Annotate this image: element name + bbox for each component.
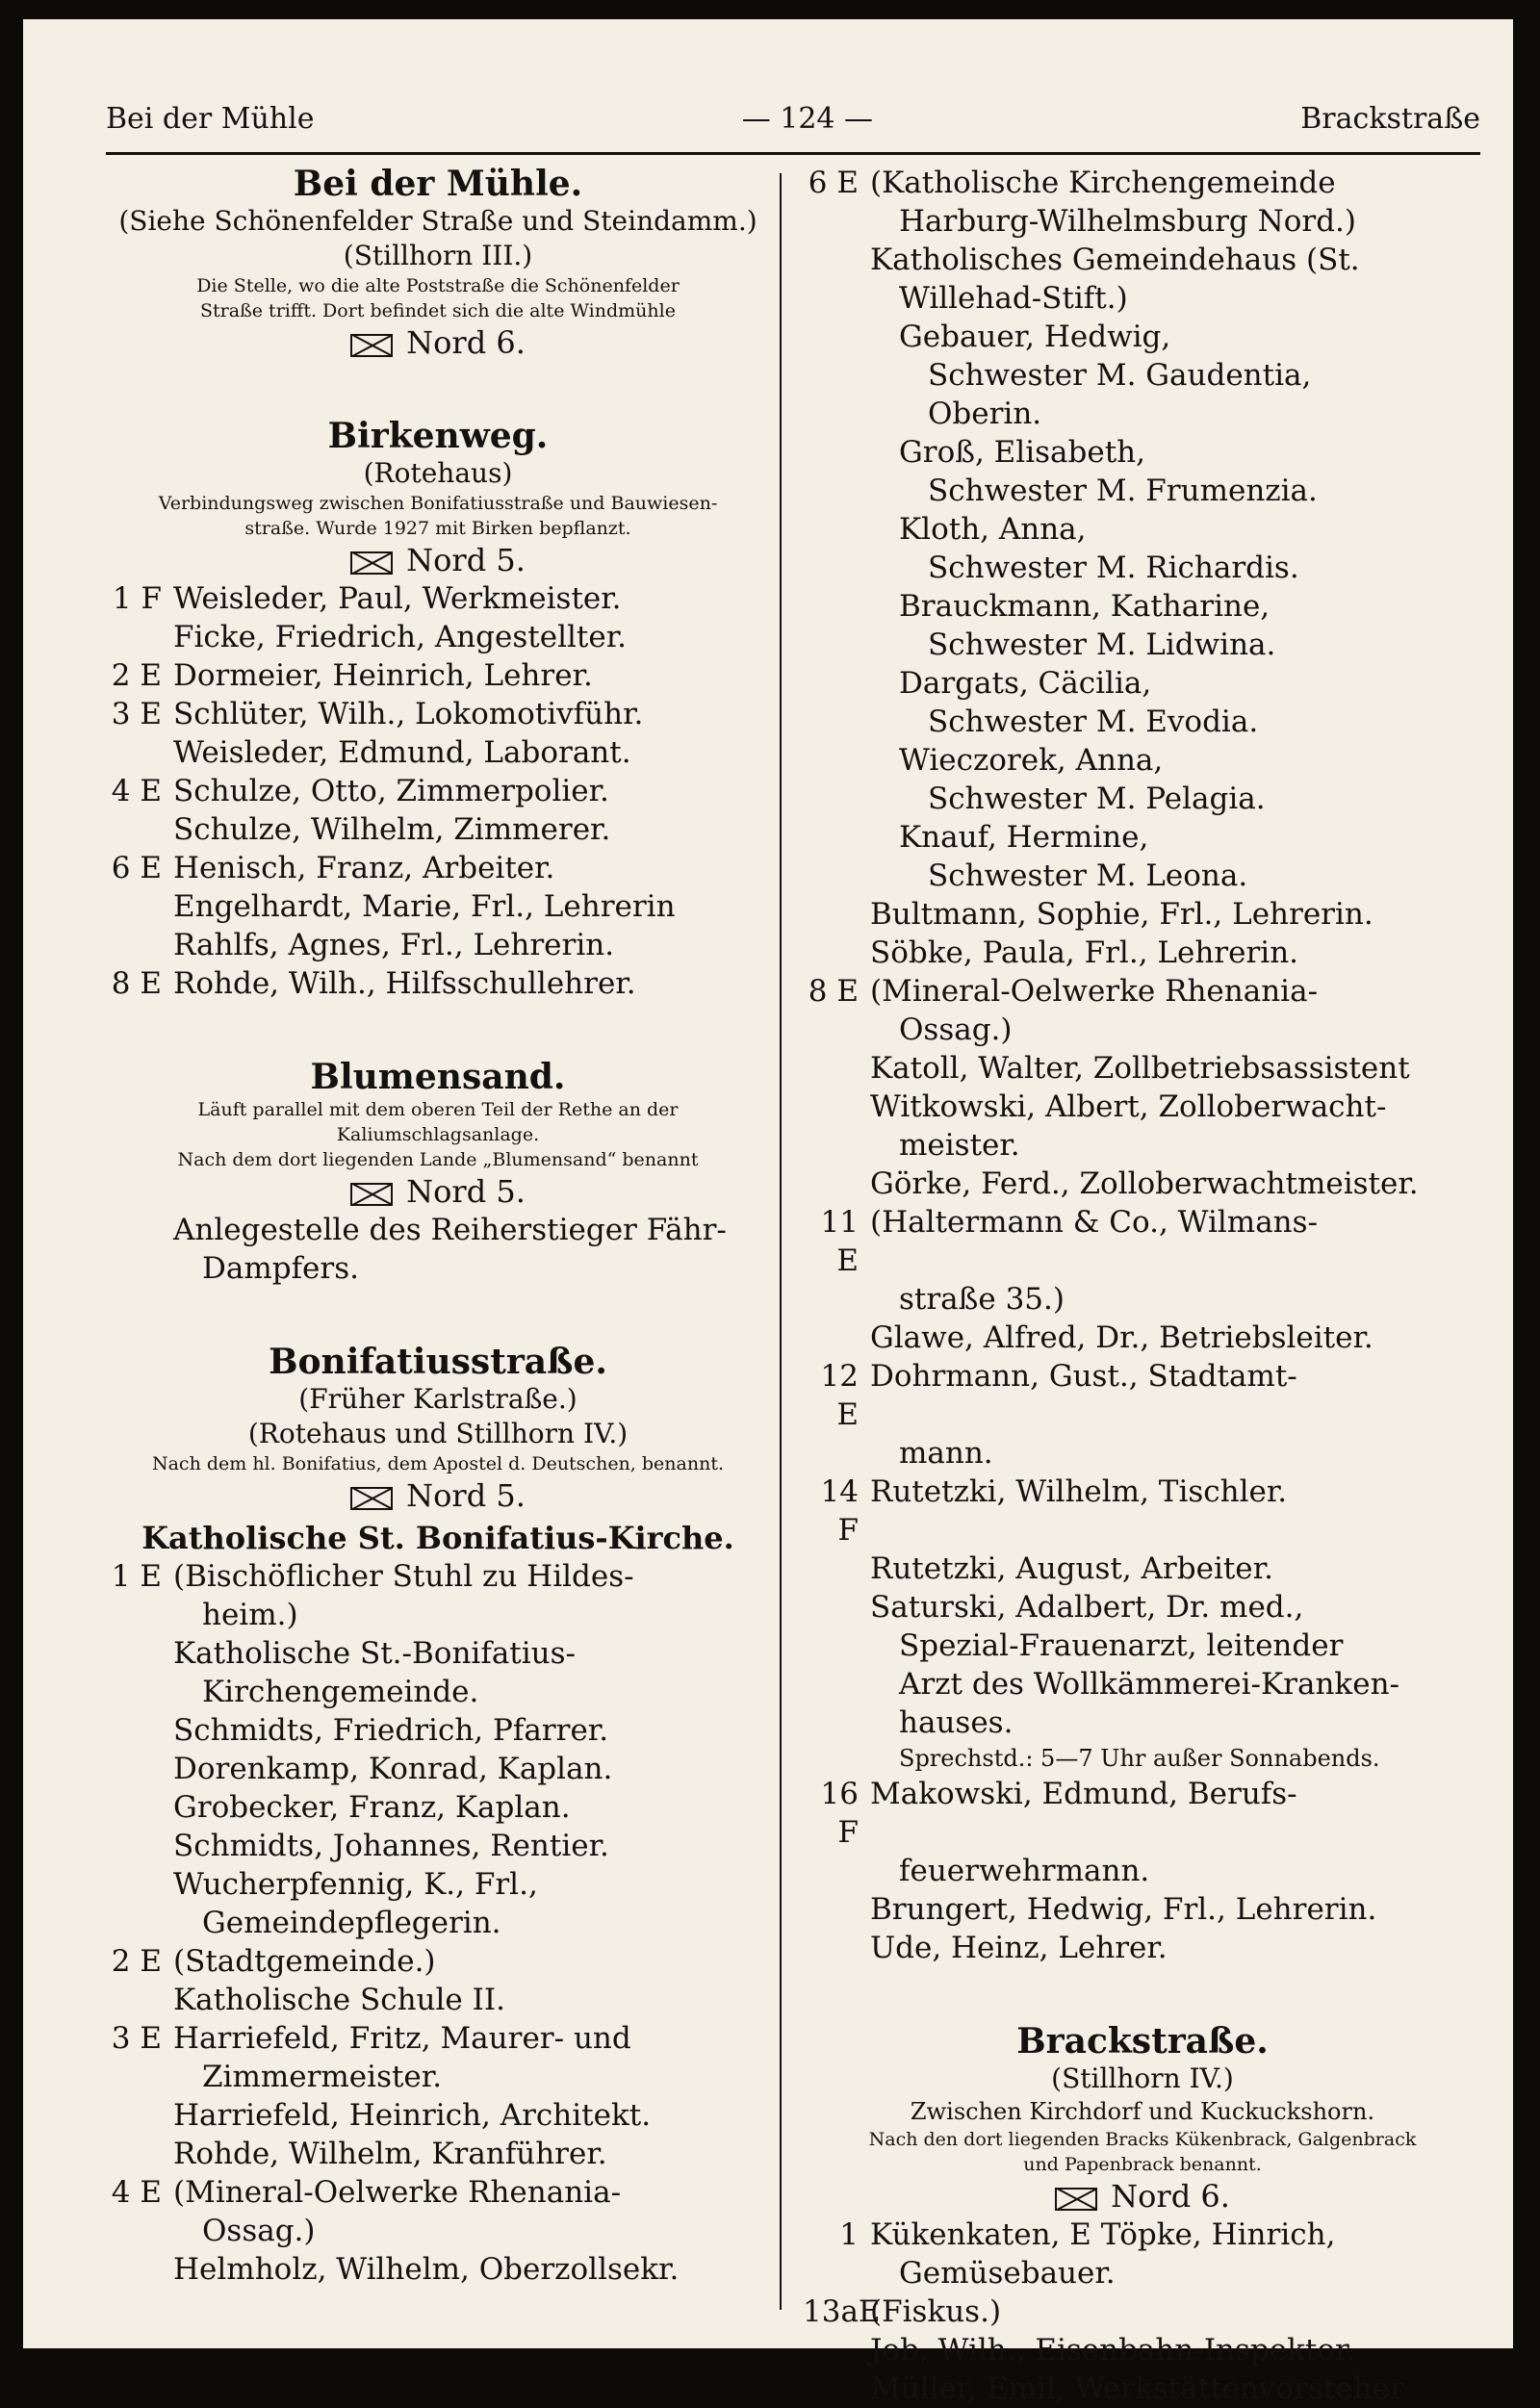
entry-text: Willehad-Stift.) [899, 281, 1128, 316]
list-item [803, 2254, 1482, 2293]
list-item [803, 780, 1482, 818]
section-note: und Papenbrack benannt. [1023, 2154, 1262, 2175]
house-number [106, 733, 173, 772]
section-subtitle: (Früher Karlstraße.) [298, 1383, 578, 1415]
house-number [803, 1852, 870, 1890]
entry-text: Zimmermeister. [202, 2060, 443, 2094]
house-number [803, 2370, 870, 2408]
house-number [803, 510, 870, 549]
list-item [106, 1673, 770, 1711]
house-number [803, 1126, 870, 1165]
list-item [803, 2370, 1482, 2408]
section-district: (Stillhorn IV.) [1051, 2062, 1234, 2094]
list-item [803, 279, 1482, 318]
list-item [106, 1788, 770, 1827]
list-item [106, 887, 770, 926]
list-item [803, 934, 1482, 972]
house-number [803, 1929, 870, 1967]
list-item [803, 1742, 1482, 1775]
house-number: 11 E [820, 1205, 859, 1278]
entry-text: Wieczorek, Anna, [899, 743, 1164, 778]
list-item [106, 1557, 770, 1596]
house-number: 1 [839, 2217, 859, 2252]
list-item [106, 1750, 770, 1788]
list-item [803, 1088, 1482, 1126]
entry-text: (Bischöflicher Stuhl zu Hildes- [173, 1559, 634, 1594]
list-item [803, 1852, 1482, 1890]
list-item [106, 2135, 770, 2173]
section-brackstrasse [803, 2021, 1482, 2408]
entry-text: Schwester M. Frumenzia. [928, 474, 1318, 508]
house-number [106, 926, 173, 964]
house-number [803, 1588, 870, 1627]
house-number: 4 E [111, 2175, 162, 2210]
list-item [803, 2293, 1482, 2331]
running-head-right: Brackstraße [1300, 101, 1480, 136]
entry-text: meister. [899, 1128, 1020, 1163]
house-number [803, 1049, 870, 1088]
postal-district: Nord 5. [106, 1172, 770, 1211]
list-item [803, 1627, 1482, 1665]
list-item [803, 626, 1482, 664]
list-item [803, 2331, 1482, 2370]
section-title: Blumensand. [310, 1057, 566, 1097]
house-number [106, 1865, 173, 1904]
section-district: (Rotehaus) [363, 457, 513, 489]
entry-text: Schmidts, Friedrich, Pfarrer. [173, 1713, 609, 1748]
house-number [803, 202, 870, 241]
section-title: Bei der Mühle. [293, 164, 583, 204]
list-item [803, 1588, 1482, 1627]
entry-text: feuerwehrmann. [899, 1854, 1150, 1888]
section-bei-der-muehle [106, 164, 770, 362]
section-district: (Stillhorn III.) [343, 240, 533, 271]
list-item [803, 972, 1482, 1011]
house-number [803, 395, 870, 433]
house-number [803, 1890, 870, 1929]
list-item [803, 1775, 1482, 1852]
list-item [803, 741, 1482, 780]
entry-text: Knauf, Hermine, [899, 820, 1149, 855]
resident-list [106, 579, 770, 1003]
house-number [803, 2254, 870, 2293]
list-item [803, 857, 1482, 895]
list-item [803, 587, 1482, 626]
entry-text: mann. [899, 1436, 993, 1471]
entry-text: Oberin. [928, 397, 1042, 431]
entry-text: Ossag.) [899, 1012, 1013, 1047]
house-number: 8 E [111, 966, 162, 1001]
list-item [106, 1942, 770, 1981]
section-note: Verbindungsweg zwischen Bonifatiusstraße und Bauwiesen- [158, 493, 718, 514]
house-number [106, 2135, 173, 2173]
house-number: 1 F [112, 581, 162, 616]
house-number [803, 241, 870, 279]
entry-text: Ficke, Friedrich, Angestellter. [173, 620, 627, 654]
house-number [803, 741, 870, 780]
entry-text: Engelhardt, Marie, Frl., Lehrerin [173, 889, 676, 924]
section-note: Nach den dort liegenden Bracks Kükenbrack, Galgenbrack [868, 2129, 1417, 2150]
house-number: 13aE [803, 2294, 881, 2329]
house-number: 2 E [111, 658, 162, 693]
house-number: 2 E [111, 1944, 162, 1979]
list-item [803, 202, 1482, 241]
list-item [803, 2216, 1482, 2254]
list-item [106, 695, 770, 733]
house-number [803, 818, 870, 857]
section-bonifatiusstrasse [106, 1342, 770, 2289]
envelope-icon [350, 334, 393, 357]
house-number [803, 279, 870, 318]
list-item [803, 1011, 1482, 1049]
house-number [106, 810, 173, 849]
list-item [803, 549, 1482, 587]
right-column [803, 164, 1482, 2408]
entry-text: Rohde, Wilhelm, Kranführer. [173, 2137, 607, 2171]
house-number [106, 1827, 173, 1865]
entry-text: Ude, Heinz, Lehrer. [870, 1931, 1168, 1965]
header-rule [106, 152, 1480, 155]
house-number: 8 E [808, 974, 859, 1009]
envelope-icon [350, 1487, 393, 1510]
house-number [803, 2331, 870, 2370]
entry-text: Schwester M. Leona. [928, 858, 1248, 893]
list-item [803, 1929, 1482, 1967]
list-item [803, 164, 1482, 202]
house-number: 4 E [111, 774, 162, 808]
house-number [106, 2096, 173, 2135]
section-note: Die Stelle, wo die alte Poststraße die Schönenfelder [196, 275, 680, 296]
house-number [803, 780, 870, 818]
entry-text: Helmholz, Wilhelm, Oberzollsekr. [173, 2252, 680, 2287]
entry-text: Weisleder, Paul, Werkmeister. [173, 581, 622, 616]
left-column [106, 164, 770, 2289]
list-item [106, 1596, 770, 1634]
house-number [106, 1904, 173, 1942]
entry-text: Brauckmann, Katharine, [899, 589, 1270, 624]
entry-text: Harriefeld, Heinrich, Architekt. [173, 2098, 652, 2133]
entry-text: Gebauer, Hedwig, [899, 320, 1171, 354]
list-item [803, 1319, 1482, 1357]
entry-text: Schulze, Otto, Zimmerpolier. [173, 774, 609, 808]
list-item [106, 964, 770, 1003]
entry-text: Gemüsebauer. [899, 2256, 1116, 2291]
entry-text: Brungert, Hedwig, Frl., Lehrerin. [870, 1892, 1377, 1927]
resident-list [803, 164, 1482, 1967]
list-item [803, 1165, 1482, 1203]
list-item [106, 849, 770, 887]
house-number [803, 1280, 870, 1319]
entry-text: Makowski, Edmund, Berufs- [870, 1777, 1297, 1811]
house-number [106, 1981, 173, 2019]
church-heading: Katholische St. Bonifatius-Kirche. [141, 1520, 734, 1556]
entry-text: Rutetzki, August, Arbeiter. [870, 1551, 1273, 1586]
house-number: 6 E [808, 166, 859, 200]
list-item [106, 2096, 770, 2135]
list-item [803, 395, 1482, 433]
section-note: Straße trifft. Dort befindet sich die alte Windmühle [200, 300, 676, 321]
list-item [803, 1126, 1482, 1165]
list-item [803, 664, 1482, 703]
entry-text: Katholische St.-Bonifatius- [173, 1636, 577, 1671]
list-item: Dampfers. [202, 1251, 359, 1286]
entry-text: Witkowski, Albert, Zolloberwacht- [870, 1089, 1387, 1124]
resident-list [106, 1557, 770, 2289]
list-item [106, 810, 770, 849]
list-item [803, 472, 1482, 510]
postal-district: Nord 5. [106, 541, 770, 579]
section-note: Nach dem dort liegenden Lande „Blumensand“ benannt [177, 1149, 699, 1170]
entry-text: Gemeindepflegerin. [202, 1906, 501, 1940]
entry-text: Groß, Elisabeth, [899, 435, 1145, 470]
entry-text: Rahlfs, Agnes, Frl., Lehrerin. [173, 928, 615, 962]
entry-text: Schwester M. Richardis. [928, 551, 1299, 585]
list-item [106, 579, 770, 618]
list-item [106, 1865, 770, 1904]
postal-district: Nord 6. [803, 2177, 1482, 2216]
entry-text: Schwester M. Gaudentia, [928, 358, 1312, 393]
entry-text: Job, Wilh., Eisenbahn-Inspektor. [870, 2333, 1356, 2368]
house-number [803, 703, 870, 741]
entry-text: Harburg-Wilhelmsburg Nord.) [899, 204, 1356, 239]
entry-text: Harriefeld, Fritz, Maurer- und [173, 2021, 631, 2056]
entry-text: (Mineral-Oelwerke Rhenania- [870, 974, 1319, 1009]
entry-text: Grobecker, Franz, Kaplan. [173, 1790, 571, 1825]
entry-text: Spezial-Frauenarzt, leitender [899, 1628, 1344, 1663]
section-note: Läuft parallel mit dem oberen Teil der Rethe an der [197, 1099, 679, 1120]
house-number [106, 1673, 173, 1711]
list-item [106, 1711, 770, 1750]
section-district: (Rotehaus und Stillhorn IV.) [247, 1418, 629, 1449]
list-item [803, 510, 1482, 549]
entry-text: Görke, Ferd., Zolloberwachtmeister. [870, 1166, 1419, 1201]
house-number [106, 1711, 173, 1750]
house-number [803, 664, 870, 703]
entry-text: Söbke, Paula, Frl., Lehrerin. [870, 935, 1299, 970]
list-item [106, 1904, 770, 1942]
house-number [803, 1011, 870, 1049]
entry-text: Katholische Schule II. [173, 1983, 505, 2017]
directory-page [23, 19, 1513, 2406]
entry-text: Schwester M. Evodia. [928, 704, 1259, 739]
list-item [803, 1357, 1482, 1434]
entry-text: Saturski, Adalbert, Dr. med., [870, 1590, 1304, 1625]
list-item [106, 2173, 770, 2212]
entry-text: (Fiskus.) [870, 2294, 1002, 2329]
house-number [106, 2250, 173, 2289]
list-item [803, 703, 1482, 741]
house-number [803, 433, 870, 472]
section-title: Brackstraße. [1016, 2021, 1269, 2062]
house-number [803, 857, 870, 895]
entry-text: Glawe, Alfred, Dr., Betriebsleiter. [870, 1320, 1373, 1355]
list-item [106, 656, 770, 695]
entry-text: Rutetzki, Wilhelm, Tischler. [870, 1474, 1288, 1509]
entry-text: Schwester M. Pelagia. [928, 781, 1266, 816]
postal-district: Nord 5. [106, 1476, 770, 1515]
entry-text: Henisch, Franz, Arbeiter. [173, 851, 555, 885]
entry-text: Weisleder, Edmund, Laborant. [173, 735, 631, 770]
entry-text: Schulze, Wilhelm, Zimmerer. [173, 812, 611, 847]
house-number [803, 1627, 870, 1665]
list-item [106, 2250, 770, 2289]
entry-text: Katoll, Walter, Zollbetriebsassistent [870, 1051, 1410, 1086]
house-number [803, 1434, 870, 1473]
list-item: Anlegestelle des Reiherstieger Fähr- [173, 1213, 727, 1247]
house-number: 14 F [820, 1474, 859, 1548]
house-number [803, 1165, 870, 1203]
house-number [803, 318, 870, 356]
house-number [803, 1742, 870, 1775]
entry-text: Rohde, Wilh., Hilfsschullehrer. [173, 966, 636, 1001]
list-item [803, 318, 1482, 356]
house-number [803, 1088, 870, 1126]
column-divider [780, 173, 782, 2310]
section-note: Nach dem hl. Bonifatius, dem Apostel d. Deutschen, benannt. [151, 1453, 724, 1474]
entry-text: hauses. [899, 1705, 1014, 1740]
list-item [106, 618, 770, 656]
entry-text: Ossag.) [202, 2214, 316, 2248]
section-note: Zwischen Kirchdorf und Kuckuckshorn. [910, 2098, 1375, 2125]
house-number: 3 E [111, 697, 162, 731]
entry-text: Arzt des Wollkämmerei-Kranken- [899, 1667, 1400, 1702]
house-number [803, 934, 870, 972]
house-number [106, 2058, 173, 2096]
list-item [803, 1280, 1482, 1319]
running-head-left: Bei der Mühle [106, 101, 315, 136]
house-number [803, 626, 870, 664]
list-item [106, 1981, 770, 2019]
entry-text: (Mineral-Oelwerke Rhenania- [173, 2175, 622, 2210]
section-subtitle: (Siehe Schönenfelder Straße und Steindamm.) [118, 205, 757, 237]
house-number [106, 1634, 173, 1673]
list-item [106, 1827, 770, 1865]
entry-text: Müller, Emil, Werkstättenvorsteher [870, 2371, 1404, 2406]
entry-text: (Haltermann & Co., Wilmans- [870, 1205, 1319, 1240]
entry-text: (Stadtgemeinde.) [173, 1944, 436, 1979]
house-number: 12 E [820, 1359, 859, 1432]
house-number [803, 587, 870, 626]
house-number [803, 1665, 870, 1704]
envelope-icon [350, 1183, 393, 1206]
list-item [803, 1890, 1482, 1929]
house-number: 3 E [111, 2021, 162, 2056]
section-blumensand [106, 1057, 770, 1288]
list-item [803, 1665, 1482, 1704]
house-number: 16 F [820, 1777, 859, 1850]
envelope-icon [1055, 2188, 1097, 2211]
entry-text: Schlüter, Wilh., Lokomotivführ. [173, 697, 644, 731]
house-number [106, 1788, 173, 1827]
house-number [803, 472, 870, 510]
house-number [106, 2212, 173, 2250]
section-title: Birkenweg. [327, 416, 549, 456]
resident-list [803, 2216, 1482, 2408]
entry-text: Kükenkaten, E Töpke, Hinrich, [870, 2217, 1336, 2252]
house-number [803, 895, 870, 934]
entry-text: Bultmann, Sophie, Frl., Lehrerin. [870, 897, 1373, 932]
list-item [803, 356, 1482, 395]
entry-text: (Katholische Kirchengemeinde [870, 166, 1336, 200]
entry-text: Dormeier, Heinrich, Lehrer. [173, 658, 593, 693]
section-note: straße. Wurde 1927 mit Birken bepflanzt. [244, 518, 631, 539]
entry-text: Dargats, Cäcilia, [899, 666, 1152, 701]
entry-text: Schmidts, Johannes, Rentier. [173, 1829, 609, 1863]
entry-text: Schwester M. Lidwina. [928, 628, 1276, 662]
list-item [106, 2058, 770, 2096]
list-item [106, 2212, 770, 2250]
entry-text: Sprechstd.: 5—7 Uhr außer Sonnabends. [899, 1745, 1380, 1772]
house-number [106, 618, 173, 656]
house-number [803, 1550, 870, 1588]
entry-text: Kloth, Anna, [899, 512, 1087, 547]
list-item [106, 772, 770, 810]
entry-text: Kirchengemeinde. [202, 1675, 479, 1709]
list-item [803, 1049, 1482, 1088]
section-birkenweg [106, 416, 770, 1003]
entry-text: straße 35.) [899, 1282, 1065, 1317]
house-number [106, 887, 173, 926]
list-item [803, 1203, 1482, 1280]
list-item [803, 818, 1482, 857]
house-number [803, 356, 870, 395]
postal-district: Nord 6. [106, 323, 770, 362]
entry-text: Dorenkamp, Konrad, Kaplan. [173, 1752, 613, 1786]
house-number [106, 1750, 173, 1788]
page-number: — 124 — [741, 101, 874, 136]
house-number: 1 E [111, 1559, 162, 1594]
entry-text: Dohrmann, Gust., Stadtamt- [870, 1359, 1297, 1394]
house-number [803, 1319, 870, 1357]
entry-text: Katholisches Gemeindehaus (St. [870, 243, 1360, 277]
list-item [106, 1634, 770, 1673]
list-item [803, 433, 1482, 472]
section-title: Bonifatiusstraße. [269, 1342, 607, 1382]
entry-text: heim.) [202, 1598, 298, 1632]
list-item [803, 1434, 1482, 1473]
list-item [106, 733, 770, 772]
house-number: 6 E [111, 851, 162, 885]
running-head [106, 96, 1480, 141]
list-item [803, 1704, 1482, 1742]
envelope-icon [350, 551, 393, 575]
list-item [803, 241, 1482, 279]
entry-text: Wucherpfennig, K., Frl., [173, 1867, 538, 1902]
house-number [803, 549, 870, 587]
list-item [803, 1550, 1482, 1588]
list-item [803, 895, 1482, 934]
section-note: Kaliumschlagsanlage. [336, 1124, 540, 1145]
house-number [106, 1596, 173, 1634]
list-item [106, 2019, 770, 2058]
list-item [106, 926, 770, 964]
list-item [803, 1473, 1482, 1550]
house-number [803, 1704, 870, 1742]
